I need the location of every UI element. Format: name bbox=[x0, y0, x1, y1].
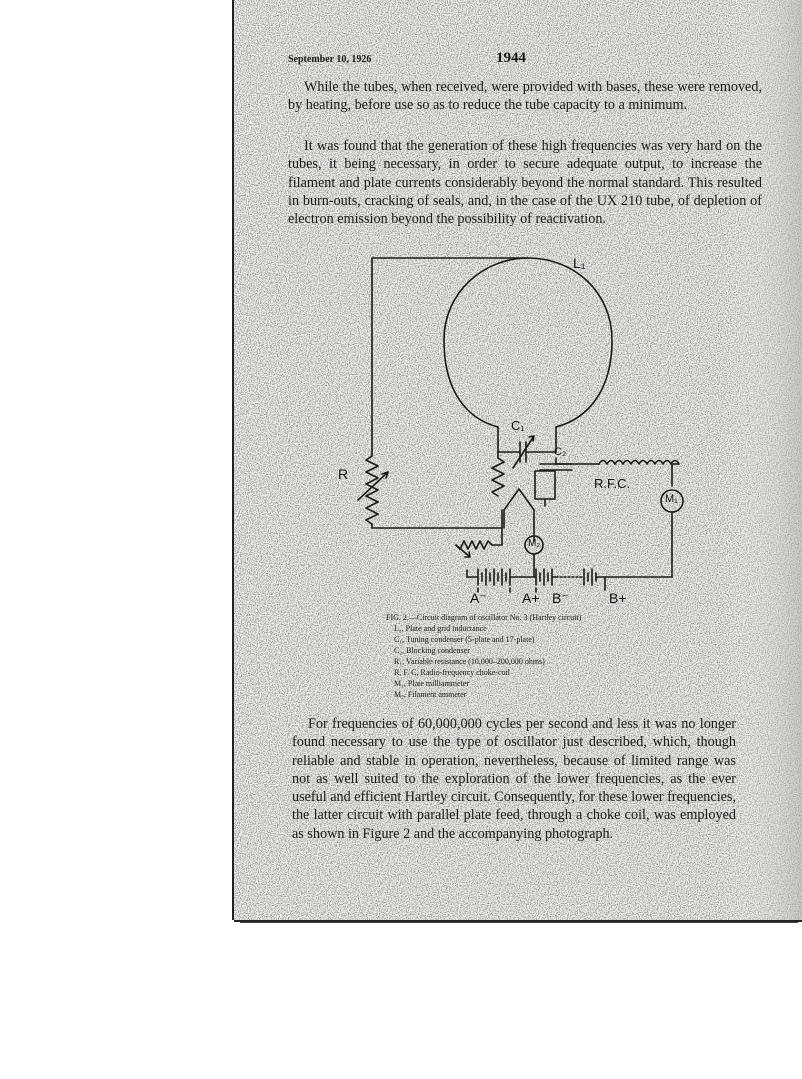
label-a-minus: A⁻ bbox=[470, 590, 487, 606]
lower-divider bbox=[240, 922, 798, 923]
legend-item: C₂, Blocking condenser bbox=[394, 646, 470, 655]
caption-title: FIG. 2.—Circuit diagram of oscillator No. 3 (Hartley circuit) bbox=[386, 613, 582, 622]
paragraph-tube-bases: While the tubes, when received, were provided with bases, these were removed, by heating, before use so as to reduce the tube capacity to a minimum. bbox=[288, 79, 762, 114]
paragraph-high-frequency-wear: It was found that the generation of these high frequencies was very hard on the tubes, it being necessary, in order to secure adequate output, to increase the filament and plate currents considerably beyond the normal standard. This resulted in burn-outs, cracking of seals, and, in the case of the UX 210 tube, of depletion of electron emission beyond the possibility of reactivation. bbox=[288, 138, 762, 228]
header-date: September 10, 1926 bbox=[288, 54, 372, 65]
battery-b bbox=[536, 569, 552, 585]
circuit-diagram bbox=[234, 0, 802, 620]
legend-item: M₂, Filament ammeter bbox=[394, 690, 467, 699]
label-a-plus: A+ bbox=[522, 590, 540, 606]
blank-lower-area bbox=[0, 922, 802, 1079]
page-number: 1944 bbox=[496, 50, 526, 66]
label-c2: C₂ bbox=[554, 446, 567, 458]
legend-item: M₁, Plate milliammeter bbox=[394, 679, 469, 688]
legend-item: L₁, Plate and grid inductance bbox=[394, 624, 487, 633]
left-margin-panel bbox=[0, 0, 234, 920]
label-r: R bbox=[338, 466, 349, 482]
choke-coil-rfc bbox=[599, 461, 679, 465]
caption-legend bbox=[386, 623, 581, 700]
inductance-l1-loop bbox=[444, 258, 612, 427]
label-rfc: R.F.C. bbox=[594, 476, 631, 491]
paragraph-hartley-circuit: For frequencies of 60,000,000 cycles per second and less it was no longer found necessary to use the type of oscillator just described, which, though reliable and stable in operation, nevertheless, because of limited range was not as well suited to the exploration of the lower frequencies, as the ever useful and efficient Hartley circuit. Consequently, for these lower frequencies, the latter circuit with parallel plate feed, through a choke coil, was employed as shown in Figure 2 and the accompanying photograph. bbox=[292, 716, 736, 842]
legend-item: C₁, Tuning condenser (5-plate and 17-plate) bbox=[394, 635, 535, 644]
blocking-condenser-c2 bbox=[540, 464, 572, 470]
legend-item: R₁, Variable resistance (10,000–200,000 ohms) bbox=[394, 657, 545, 666]
filament-v bbox=[504, 489, 534, 528]
battery-a bbox=[478, 569, 510, 585]
label-b-plus: B+ bbox=[609, 590, 627, 606]
frame-wire bbox=[372, 258, 528, 456]
label-m1: M₁ bbox=[665, 493, 678, 505]
filament-rheostat bbox=[456, 541, 492, 549]
label-m2: M₂ bbox=[528, 538, 541, 549]
figure-caption bbox=[386, 612, 581, 700]
scanned-page bbox=[234, 0, 802, 922]
legend-item: R. F. C, Radio-frequency choke-coil bbox=[394, 668, 510, 677]
vacuum-tube bbox=[535, 471, 555, 499]
grid-leak-resistor bbox=[492, 458, 504, 496]
label-l1: L₁ bbox=[573, 255, 586, 271]
label-b-minus: B⁻ bbox=[552, 590, 569, 606]
label-c1: C₁ bbox=[511, 418, 525, 433]
